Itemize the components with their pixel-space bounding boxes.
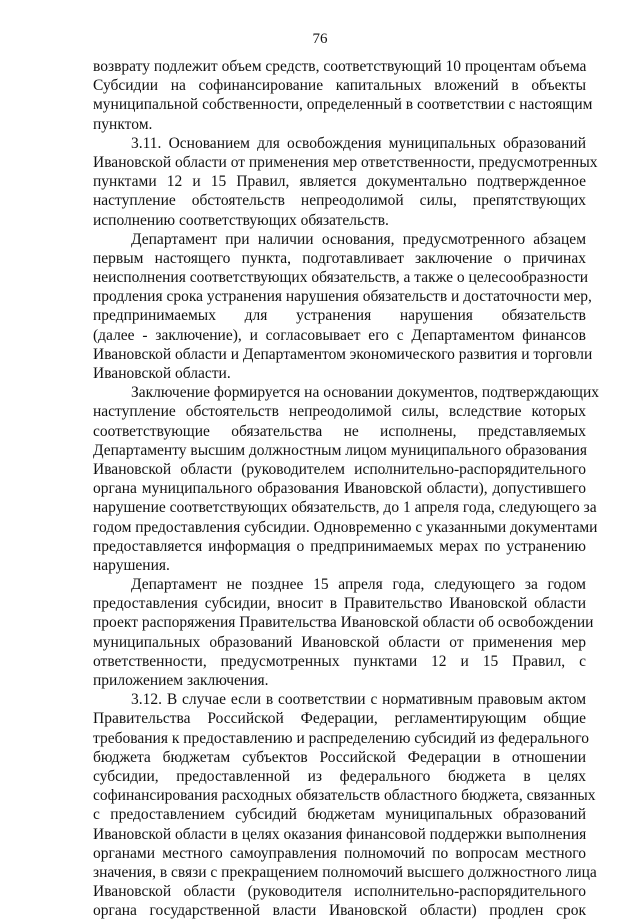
text-line: первым настоящего пункта, подготавливает заключение о причинах — [93, 249, 586, 267]
text-line: наступление обстоятельств непреодолимой силы, препятствующих — [93, 192, 586, 210]
paragraph — [93, 57, 593, 134]
text-line: нарушения. — [93, 556, 170, 574]
text-line: пунктом. — [93, 115, 153, 133]
text-line: проект распоряжения Правительства Ивановской области об освобождении — [93, 614, 594, 632]
text-line: приложением заключения. — [93, 672, 269, 689]
text-line: значения, в связи с прекращением полномочий высшего должностного лица — [93, 863, 597, 881]
text-line: органами местного самоуправления полномочий по вопросам местного — [93, 844, 586, 862]
text-line: наступление обстоятельств непреодолимой силы, вследствие которых — [93, 403, 586, 421]
text-line: Департамент при наличии основания, предусмотренного абзацем — [131, 230, 586, 248]
text-line: Ивановской области от применения мер ответственности, предусмотренных — [93, 153, 598, 171]
text-line: софинансирования расходных обязательств областного бюджета, связанных — [93, 787, 596, 805]
text-line: Департамент не позднее 15 апреля года, следующего за годом — [131, 576, 586, 594]
paragraph — [93, 134, 598, 230]
text-line: предоставляется информация о предпринимаемых мерах по устранению — [93, 537, 586, 555]
text-line: нарушение соответствующих обязательств, до 1 апреля года, следующего за — [93, 499, 597, 517]
text-line: пунктами 12 и 15 Правил, является документально подтвержденное — [93, 173, 586, 191]
text-line: требования к предоставлению и распределению субсидий из федерального — [93, 729, 590, 747]
text-line: Заключение формируется на основании документов, подтверждающих — [131, 384, 600, 402]
text-line: предоставления субсидии, вносит в Правительство Ивановской области — [93, 595, 586, 613]
text-line: муниципальной собственности, определенный в соответствии с настоящим — [93, 96, 593, 114]
text-line: муниципальных образований Ивановской области от применения мер — [93, 633, 586, 651]
text-line: продления срока устранения нарушения обязательств и достаточности мер, — [93, 288, 592, 306]
text-line: возврату подлежит объем средств, соответствующий 10 процентам объема — [93, 58, 587, 75]
text-line: с предоставлением субсидий бюджетам муниципальных образований — [93, 806, 586, 824]
text-line: Ивановской области в целях оказания финансовой поддержки выполнения — [93, 825, 587, 843]
text-line: бюджета бюджетам субъектов Российской Федерации в отношении — [93, 748, 586, 766]
paragraph — [93, 690, 597, 920]
text-line: Ивановской области (руководителем исполнительно-распорядительного — [93, 460, 586, 478]
text-line: Ивановской области (руководителя исполнительно-распорядительного — [93, 883, 586, 901]
document-body — [93, 57, 600, 920]
paragraph — [93, 575, 594, 690]
paragraph — [93, 383, 600, 575]
text-line: ответственности, предусмотренных пунктами 12 и 15 Правил, с — [93, 652, 586, 670]
page-number: 76 — [312, 31, 328, 47]
text-line: предпринимаемых для устранения нарушения обязательств — [93, 307, 586, 325]
text-line: Субсидии на софинансирование капитальных вложений в объекты — [93, 77, 586, 95]
text-line: субсидии, предоставленной из федерального бюджета в целях — [93, 767, 586, 785]
text-line: (далее - заключение), и согласовывает его с Департаментом финансов — [93, 326, 586, 344]
paragraph — [93, 230, 593, 384]
text-line: соответствующие обязательства не исполнены, представляемых — [93, 422, 586, 440]
text-line: неисполнения соответствующих обязательств, а также о целесообразности — [93, 269, 589, 287]
text-line: исполнению соответствующих обязательств. — [93, 211, 389, 229]
text-line: 3.12. В случае если в соответствии с нормативным правовым актом — [131, 691, 586, 709]
text-line: органа государственной власти Ивановской области) продлен срок — [93, 902, 586, 920]
text-line: органа муниципального образования Ивановской области), допустившего — [93, 480, 586, 498]
text-line: Ивановской области и Департаментом экономического развития и торговли — [93, 345, 593, 363]
text-line: годом предоставления субсидии. Одновременно с указанными документами — [93, 518, 598, 536]
text-line: 3.11. Основанием для освобождения муниципальных образований — [131, 134, 586, 152]
text-line: Ивановской области. — [93, 365, 231, 382]
text-line: Правительства Российской Федерации, регламентирующим общие — [93, 710, 586, 728]
text-line: Департаменту высшим должностным лицом муниципального образования — [93, 441, 587, 459]
